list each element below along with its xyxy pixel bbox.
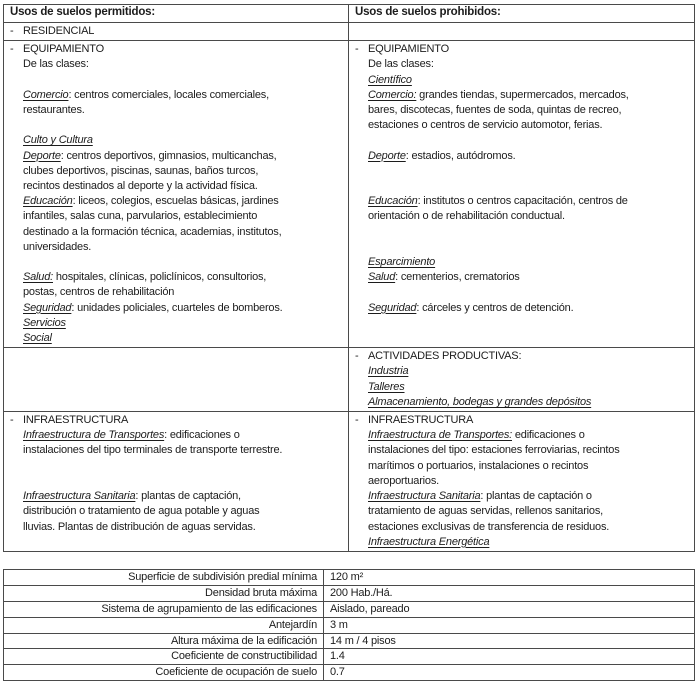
line-content	[23, 504, 343, 519]
dash-marker	[355, 133, 368, 148]
text-line	[10, 88, 343, 103]
line-content	[368, 194, 689, 209]
text-line	[10, 474, 343, 489]
text-segment: Salud:	[23, 271, 53, 284]
param-row-4	[4, 633, 694, 649]
line-content	[23, 133, 343, 148]
line-content	[368, 133, 689, 148]
dash-marker	[355, 459, 368, 474]
line-content	[368, 255, 689, 270]
text-segment: Social	[23, 332, 52, 345]
line-content	[368, 413, 689, 428]
text-segment: : centros deportivos, gimnasios, multicanchas,	[60, 149, 277, 162]
list-item-line	[355, 42, 689, 57]
text-line	[10, 301, 343, 316]
land-use-table	[3, 4, 695, 552]
text-segment: Salud	[368, 271, 396, 284]
text-line	[10, 103, 343, 118]
text-segment: Servicios	[23, 316, 66, 329]
text-line	[10, 316, 343, 331]
dash-marker	[10, 118, 23, 133]
line-content	[368, 73, 689, 88]
text-line	[355, 285, 689, 300]
line-content	[368, 225, 689, 240]
param-row-2	[4, 601, 694, 617]
line-content	[368, 428, 689, 443]
param-row-0	[4, 570, 694, 585]
line-content	[23, 520, 343, 535]
param-value: 0.7	[330, 666, 345, 679]
line-content	[23, 255, 343, 270]
line-content	[368, 103, 689, 118]
param-value: 1.4	[330, 650, 345, 663]
line-content	[23, 316, 343, 331]
text-segment: Industria	[368, 365, 409, 378]
list-item-line	[355, 349, 689, 364]
param-value: Aislado, pareado	[330, 602, 410, 615]
dash-marker	[10, 164, 23, 179]
line-content	[368, 535, 689, 550]
text-line	[355, 164, 689, 179]
text-segment: marítimos o portuarios, instalaciones o recintos	[368, 459, 589, 472]
text-segment: Talleres	[368, 380, 405, 393]
param-label: Coeficiente de constructibilidad	[4, 649, 324, 664]
dash-marker: -	[355, 350, 359, 363]
text-segment: Infraestructura Energética	[368, 535, 490, 548]
line-content	[368, 395, 689, 410]
line-content	[23, 194, 343, 209]
line-content	[368, 489, 689, 504]
text-segment: : cárceles y centros de detención.	[416, 301, 574, 314]
dash-marker: -	[10, 43, 14, 56]
dash-marker	[10, 428, 23, 443]
text-line	[10, 57, 343, 72]
line-content	[23, 164, 343, 179]
dash-marker	[10, 285, 23, 300]
dash-marker	[10, 149, 23, 164]
text-line	[355, 118, 689, 133]
text-line	[355, 380, 689, 395]
text-line	[355, 57, 689, 72]
dash-marker	[10, 474, 23, 489]
dash-marker	[355, 164, 368, 179]
text-segment: bares, discotecas, fuentes de soda, quintas de recreo,	[368, 104, 622, 117]
line-content	[368, 164, 689, 179]
line-content	[23, 118, 343, 133]
text-line	[355, 225, 689, 240]
text-line	[355, 535, 689, 550]
dash-marker	[355, 489, 368, 504]
text-segment: estaciones o centros de servicio automotor, ferias.	[368, 119, 603, 132]
text-segment: tratamiento de aguas servidas, rellenos sanitarios,	[368, 505, 603, 518]
text-segment: Educación	[368, 195, 418, 208]
text-segment: Almacenamiento, bodegas y grandes depósitos	[368, 395, 592, 408]
dash-marker	[10, 459, 23, 474]
line-content	[23, 413, 343, 428]
param-label: Altura máxima de la edificación	[4, 634, 324, 649]
line-content	[23, 179, 343, 194]
text-line	[355, 443, 689, 458]
text-segment: : unidades policiales, cuarteles de bomberos.	[71, 301, 283, 314]
dash-marker	[10, 443, 23, 458]
line-content	[368, 504, 689, 519]
text-line	[10, 179, 343, 194]
text-segment: EQUIPAMIENTO	[23, 43, 104, 56]
cell-prohibidos-infraestructura	[349, 412, 694, 551]
line-content	[23, 149, 343, 164]
dash-marker	[355, 285, 368, 300]
dash-marker	[10, 316, 23, 331]
dash-marker	[355, 395, 368, 410]
text-line	[355, 209, 689, 224]
text-segment: Seguridad	[23, 301, 72, 314]
param-row-1	[4, 585, 694, 601]
text-line	[355, 270, 689, 285]
list-item-line	[10, 24, 343, 39]
text-segment: RESIDENCIAL	[23, 25, 95, 37]
dash-marker	[10, 331, 23, 346]
line-content	[23, 209, 343, 224]
text-segment: clubes deportivos, piscinas, saunas, baños turcos,	[23, 164, 259, 177]
dash-marker	[355, 209, 368, 224]
text-line	[355, 520, 689, 535]
dash-marker	[355, 520, 368, 535]
text-segment: distribución o tratamiento de agua potable y aguas	[23, 505, 260, 518]
dash-marker	[355, 57, 368, 72]
line-content	[368, 209, 689, 224]
text-line	[355, 179, 689, 194]
text-segment: universidades.	[23, 240, 92, 253]
dash-marker	[355, 194, 368, 209]
text-line	[355, 73, 689, 88]
text-line	[10, 133, 343, 148]
param-label: Superficie de subdivisión predial mínima	[4, 570, 324, 585]
text-line	[355, 149, 689, 164]
text-segment: Infraestructura Sanitaria	[368, 490, 481, 503]
text-line	[10, 489, 343, 504]
text-line	[355, 504, 689, 519]
dash-marker	[10, 504, 23, 519]
line-content	[368, 240, 689, 255]
param-label: Coeficiente de ocupación de suelo	[4, 665, 324, 680]
text-segment: EQUIPAMIENTO	[368, 43, 449, 56]
line-content	[23, 103, 343, 118]
line-content	[23, 331, 343, 346]
text-segment: grandes tiendas, supermercados, mercados,	[416, 88, 629, 101]
text-segment: Científico	[368, 73, 412, 86]
dash-marker	[355, 270, 368, 285]
text-line	[10, 73, 343, 88]
text-segment: Educación	[23, 195, 73, 208]
line-content	[23, 301, 343, 316]
text-segment: instalaciones del tipo: estaciones ferroviarias, recintos	[368, 444, 620, 457]
dash-marker	[355, 428, 368, 443]
text-line	[355, 194, 689, 209]
dash-marker	[355, 255, 368, 270]
line-content	[368, 285, 689, 300]
dash-marker	[10, 73, 23, 88]
text-line	[10, 149, 343, 164]
line-content	[368, 380, 689, 395]
line-content	[23, 428, 343, 443]
text-segment: Infraestructura Sanitaria	[23, 490, 136, 503]
line-content	[368, 301, 689, 316]
line-content	[368, 520, 689, 535]
text-line	[10, 428, 343, 443]
dash-marker	[10, 520, 23, 535]
text-segment: Infraestructura de Transportes:	[368, 429, 512, 442]
text-segment: Infraestructura de Transportes	[23, 429, 165, 442]
dash-marker	[10, 255, 23, 270]
table-row-residencial	[4, 22, 694, 40]
text-line	[355, 428, 689, 443]
line-content	[23, 459, 343, 474]
cell-prohibidos-equipamiento	[349, 41, 694, 347]
param-value: 200 Hab./Há.	[330, 586, 393, 599]
text-segment: restaurantes.	[23, 104, 85, 117]
list-item-line	[355, 413, 689, 428]
cell-permitidos-actividades-productivas	[4, 348, 349, 411]
line-content	[23, 225, 343, 240]
line-content	[368, 443, 689, 458]
dash-marker	[10, 240, 23, 255]
line-content	[368, 474, 689, 489]
line-content	[368, 349, 689, 364]
text-segment: : centros comerciales, locales comerciales,	[68, 88, 269, 101]
param-value: 3 m	[330, 618, 348, 631]
text-segment: hospitales, clínicas, policlínicos, consultorios,	[53, 271, 267, 284]
line-content	[23, 474, 343, 489]
dash-marker	[10, 489, 23, 504]
text-line	[355, 395, 689, 410]
line-content	[23, 270, 343, 285]
text-segment: postas, centros de rehabilitación	[23, 286, 175, 299]
text-segment: recintos destinados al deporte y la actividad física.	[23, 180, 258, 193]
dash-marker	[355, 301, 368, 316]
text-line	[10, 270, 343, 285]
text-segment: aeroportuarios.	[368, 474, 439, 487]
param-row-6	[4, 664, 694, 680]
param-row-5	[4, 648, 694, 664]
dash-marker	[10, 57, 23, 72]
param-label: Densidad bruta máxima	[4, 586, 324, 601]
dash-marker	[10, 301, 23, 316]
line-content	[23, 57, 343, 72]
header-usos-permitidos: Usos de suelos permitidos:	[4, 5, 349, 22]
text-segment: : plantas de captación,	[135, 490, 241, 503]
dash-marker	[10, 194, 23, 209]
param-value: 120 m²	[330, 570, 364, 583]
dash-marker: -	[355, 43, 359, 56]
text-line	[355, 364, 689, 379]
line-content	[368, 364, 689, 379]
text-segment: : edificaciones o	[164, 429, 240, 442]
text-line	[355, 240, 689, 255]
text-segment: INFRAESTRUCTURA	[368, 414, 474, 427]
dash-marker	[10, 270, 23, 285]
line-content	[368, 118, 689, 133]
list-item-line	[10, 42, 343, 57]
text-segment: ACTIVIDADES PRODUCTIVAS:	[368, 350, 522, 363]
text-segment: : plantas de captación o	[480, 490, 592, 503]
dash-marker	[10, 133, 23, 148]
text-segment: De las clases:	[23, 58, 89, 71]
line-content	[23, 88, 343, 103]
line-content	[23, 42, 343, 57]
dash-marker	[355, 364, 368, 379]
table-row-infraestructura	[4, 411, 694, 551]
text-segment: Deporte	[368, 149, 406, 162]
list-item-line	[10, 413, 343, 428]
text-segment: Comercio:	[368, 88, 417, 101]
text-line	[10, 118, 343, 133]
cell-prohibidos-residencial	[349, 23, 694, 40]
line-content	[368, 42, 689, 57]
param-label: Sistema de agrupamiento de las edificaciones	[4, 602, 324, 617]
text-line	[355, 301, 689, 316]
text-line	[10, 459, 343, 474]
param-row-3	[4, 617, 694, 633]
cell-permitidos-equipamiento	[4, 41, 349, 347]
text-line	[355, 133, 689, 148]
text-segment: Culto y Cultura	[23, 134, 93, 147]
dash-marker	[355, 73, 368, 88]
dash-marker	[355, 103, 368, 118]
text-segment: Seguridad	[368, 301, 417, 314]
cell-permitidos-residencial	[4, 23, 349, 40]
text-line	[10, 443, 343, 458]
dash-marker: -	[355, 414, 359, 427]
line-content	[23, 73, 343, 88]
dash-marker	[355, 474, 368, 489]
dash-marker	[10, 209, 23, 224]
land-use-table-body	[4, 22, 694, 551]
line-content	[368, 459, 689, 474]
text-line	[355, 474, 689, 489]
text-line	[10, 504, 343, 519]
dash-marker: -	[10, 414, 14, 427]
line-content	[23, 489, 343, 504]
cell-permitidos-infraestructura	[4, 412, 349, 551]
line-content	[23, 285, 343, 300]
text-line	[355, 489, 689, 504]
land-use-table-header-row	[4, 5, 694, 22]
line-content	[23, 24, 343, 39]
dash-marker	[355, 225, 368, 240]
text-line	[355, 88, 689, 103]
text-line	[10, 164, 343, 179]
text-line	[10, 255, 343, 270]
dash-marker	[355, 88, 368, 103]
cell-prohibidos-actividades-productivas	[349, 348, 694, 411]
text-line	[10, 194, 343, 209]
text-line	[355, 103, 689, 118]
text-segment: lluvias. Plantas de distribución de aguas servidas.	[23, 520, 256, 533]
dash-marker	[10, 225, 23, 240]
dash-marker	[355, 240, 368, 255]
text-line	[355, 255, 689, 270]
text-segment: infantiles, salas cuna, parvularios, establecimiento	[23, 210, 258, 223]
text-line	[10, 240, 343, 255]
text-line	[10, 331, 343, 346]
param-label: Antejardín	[4, 618, 324, 633]
text-line	[10, 520, 343, 535]
text-segment: Deporte	[23, 149, 61, 162]
text-segment: : liceos, colegios, escuelas básicas, jardines	[72, 195, 279, 208]
line-content	[368, 149, 689, 164]
text-segment: : cementerios, crematorios	[395, 271, 520, 284]
text-segment: De las clases:	[368, 58, 434, 71]
text-segment: orientación o de rehabilitación conductual.	[368, 210, 565, 223]
dash-marker	[10, 88, 23, 103]
table-row-actividades-productivas	[4, 347, 694, 411]
text-segment: Comercio	[23, 88, 69, 101]
line-content	[23, 240, 343, 255]
text-segment: instalaciones del tipo terminales de transporte terrestre.	[23, 444, 283, 457]
line-content	[368, 270, 689, 285]
text-line	[10, 225, 343, 240]
dash-marker	[355, 504, 368, 519]
dash-marker	[355, 443, 368, 458]
dash-marker	[10, 179, 23, 194]
dash-marker	[355, 535, 368, 550]
text-segment: : institutos o centros capacitación, centros de	[417, 195, 628, 208]
zoning-parameters-table	[3, 569, 695, 681]
dash-marker	[355, 380, 368, 395]
dash-marker	[355, 149, 368, 164]
dash-marker	[355, 179, 368, 194]
text-segment: Esparcimiento	[368, 256, 436, 269]
text-line	[355, 459, 689, 474]
text-segment: destinado a la formación técnica, academias, institutos,	[23, 225, 282, 238]
text-line	[10, 209, 343, 224]
text-line	[10, 285, 343, 300]
param-value: 14 m / 4 pisos	[330, 634, 396, 647]
text-segment: estaciones exclusivas de transferencia de residuos.	[368, 520, 610, 533]
line-content	[368, 57, 689, 72]
text-segment: : estadios, autódromos.	[405, 149, 516, 162]
line-content	[368, 179, 689, 194]
header-usos-prohibidos: Usos de suelos prohibidos:	[355, 6, 501, 18]
line-content	[23, 443, 343, 458]
dash-marker	[10, 103, 23, 118]
text-segment: INFRAESTRUCTURA	[23, 414, 129, 427]
dash-marker	[355, 118, 368, 133]
table-row-equipamiento	[4, 40, 694, 347]
dash-marker: -	[10, 25, 14, 37]
text-segment: edificaciones o	[512, 429, 585, 442]
line-content	[368, 88, 689, 103]
